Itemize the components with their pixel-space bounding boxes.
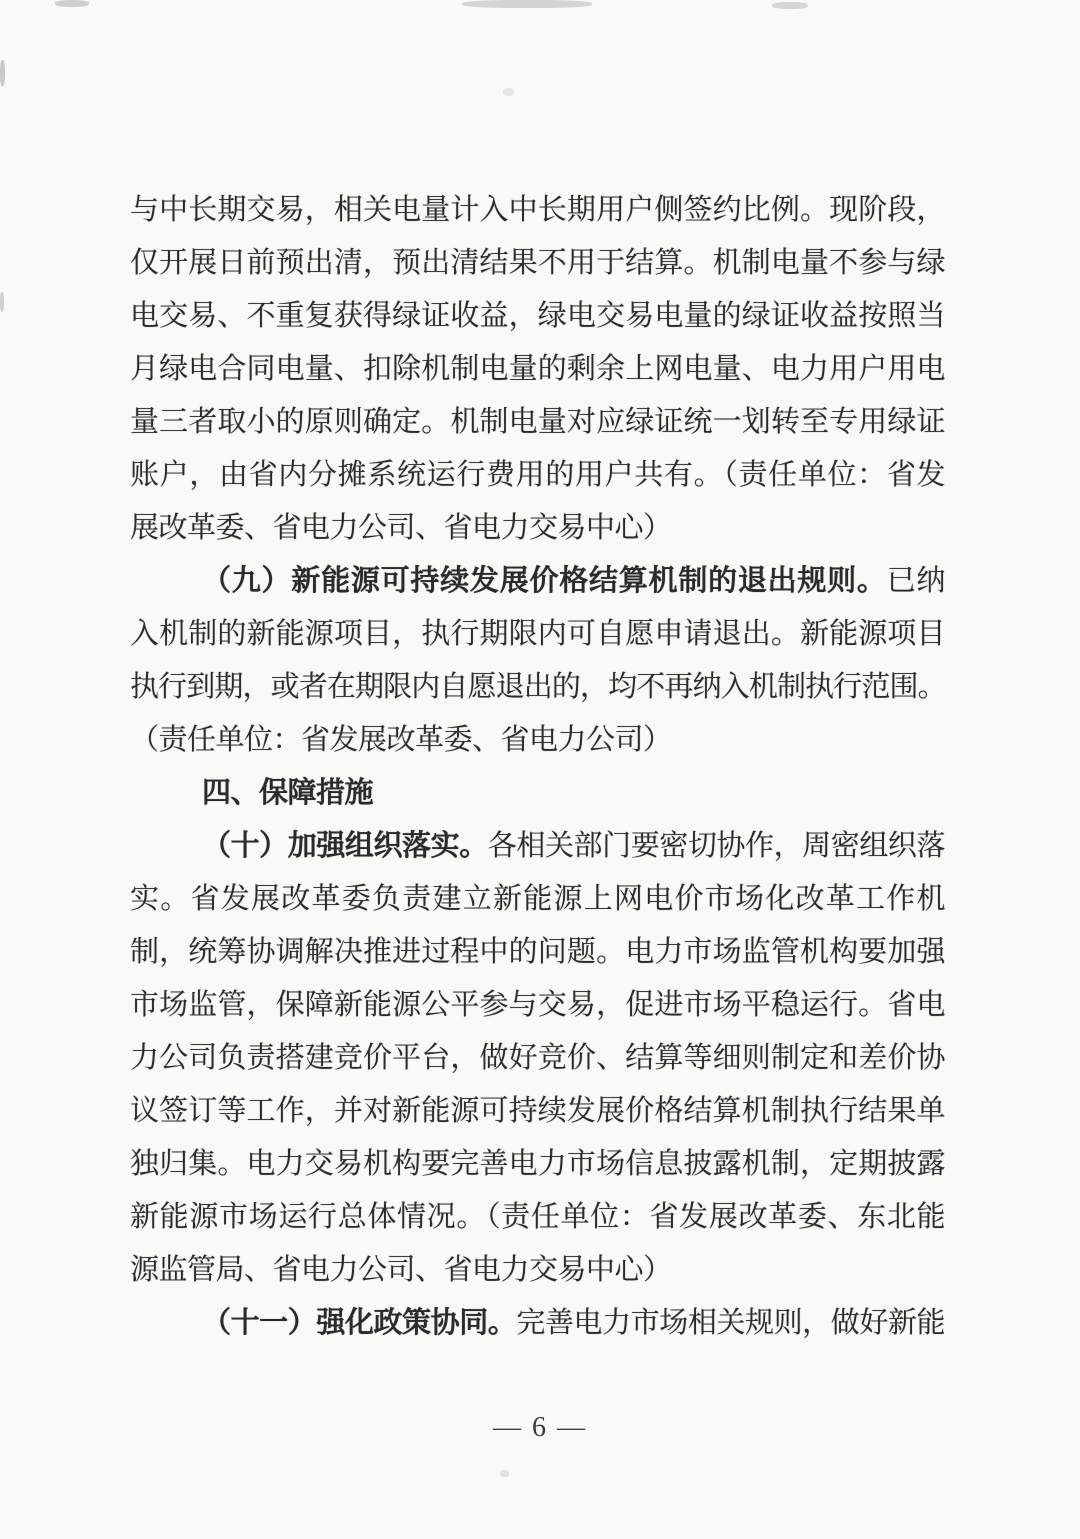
text-line: 执行到期，或者在期限内自愿退出的，均不再纳入机制执行范围。 xyxy=(130,671,945,703)
text-line: 仅开展日前预出清，预出清结果不用于结算。机制电量不参与绿 xyxy=(130,247,945,279)
text-line: 电交易、不重复获得绿证收益，绿电交易电量的绿证收益按照当 xyxy=(130,300,945,332)
text-line xyxy=(130,820,945,873)
text-line xyxy=(130,555,945,608)
paragraph-heading-10: （十）加强组织落实。 xyxy=(202,830,488,862)
text-line: 独归集。电力交易机构要完善电力市场信息披露机制，定期披露 xyxy=(130,1148,945,1180)
scan-artifact xyxy=(772,2,808,9)
text-run: 已纳 xyxy=(886,565,945,597)
scan-artifact xyxy=(500,1470,509,1477)
text-line: 议签订等工作，并对新能源可持续发展价格结算机制执行结果单 xyxy=(130,1095,945,1127)
paragraph-heading-9: （九）新能源可持续发展价格结算机制的退出规则。 xyxy=(202,565,887,597)
text-line: 量三者取小的原则确定。机制电量对应绿证统一划转至专用绿证 xyxy=(130,406,945,438)
scan-artifact xyxy=(503,88,514,96)
text-line xyxy=(130,1297,945,1350)
text-run: 完善电力市场相关规则，做好新能 xyxy=(516,1307,945,1339)
text-line: 制，统筹协调解决推进过程中的问题。电力市场监管机构要加强 xyxy=(130,936,945,968)
scan-artifact xyxy=(0,292,4,312)
text-line: （责任单位：省发展改革委、省电力公司） xyxy=(130,724,672,756)
text-line: 与中长期交易，相关电量计入中长期用户侧签约比例。现阶段， xyxy=(130,194,945,226)
text-line: 市场监管，保障新能源公平参与交易，促进市场平稳运行。省电 xyxy=(130,989,945,1021)
text-line: 账户，由省内分摊系统运行费用的用户共有。（责任单位：省发 xyxy=(130,459,945,491)
text-line: 入机制的新能源项目，执行期限内可自愿申请退出。新能源项目 xyxy=(130,618,945,650)
section-heading: 四、保障措施 xyxy=(202,777,374,809)
text-line: 力公司负责搭建竞价平台，做好竞价、结算等细则制定和差价协 xyxy=(130,1042,945,1074)
paragraph-heading-11: （十一）强化政策协同。 xyxy=(202,1307,517,1339)
document-body xyxy=(130,184,945,1350)
text-line: 源监管局、省电力公司、省电力交易中心） xyxy=(130,1254,672,1286)
scan-artifact xyxy=(462,0,592,8)
text-line: 展改革委、省电力公司、省电力交易中心） xyxy=(130,512,672,544)
text-line: 实。省发展改革委负责建立新能源上网电价市场化改革工作机 xyxy=(130,883,945,915)
page-number: — 6 — xyxy=(493,1412,587,1443)
text-line: 新能源市场运行总体情况。（责任单位：省发展改革委、东北能 xyxy=(130,1201,945,1233)
scan-artifact xyxy=(0,60,5,86)
text-line: 月绿电合同电量、扣除机制电量的剩余上网电量、电力用户用电 xyxy=(130,353,945,385)
text-run: 各相关部门要密切协作，周密组织落 xyxy=(487,830,945,862)
scan-artifact xyxy=(55,0,89,7)
